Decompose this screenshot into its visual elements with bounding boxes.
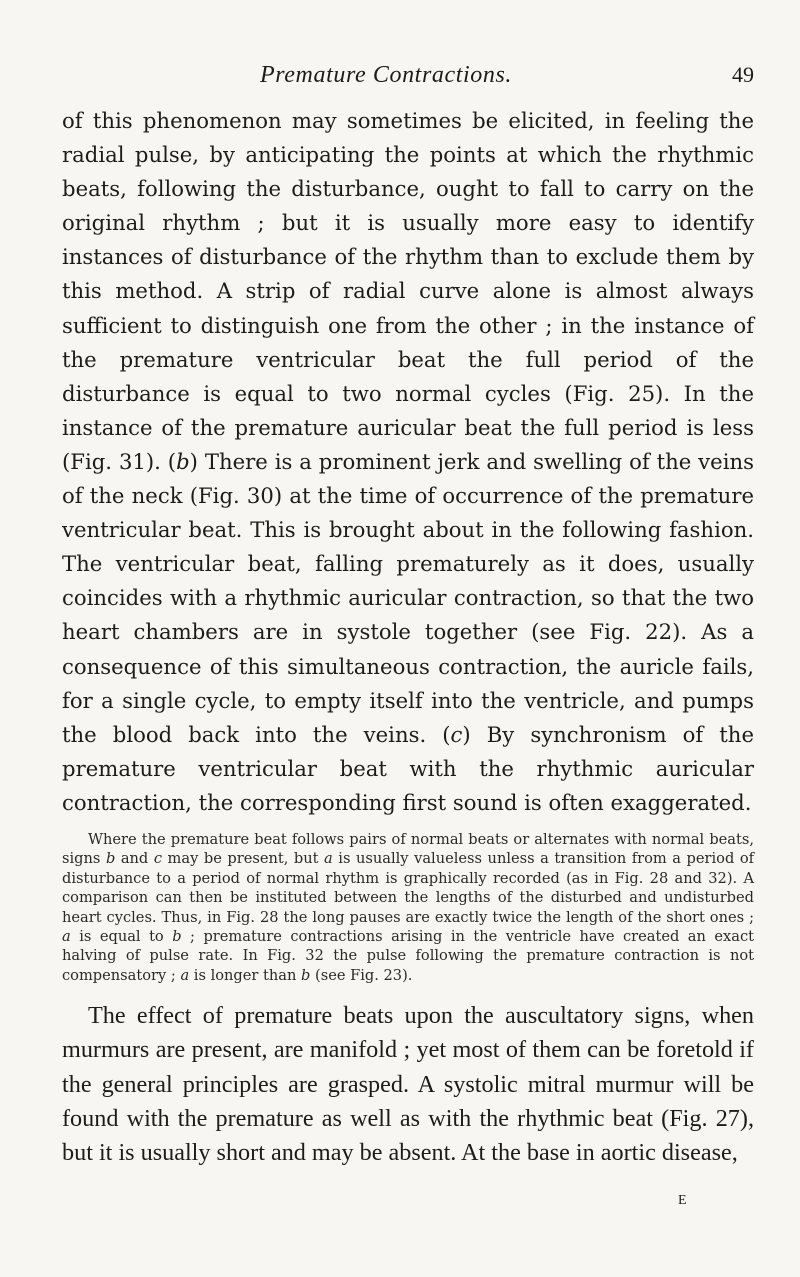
page-number: 49 xyxy=(732,62,754,87)
note-text: is longer than xyxy=(189,966,302,984)
running-head xyxy=(62,60,754,104)
paragraph-main-text-2: ) There is a prominent jerk and swelling of the veins of the neck (Fig. 30) at the time of occurrence of the premature ventricular beat. This is brought about in the following fashion. The ventricular beat, falling prematurely as it does, usually coincides with a rhythmic auricular contraction, so that the two heart chambers are in systole together (see Fig. 22). As a consequence of this simultaneous contraction, the auricle fails, for a single cycle, to empty itself into the ventricle, and pumps the blood back into the veins. ( xyxy=(62,448,754,747)
note-italic-letter: a xyxy=(180,966,190,984)
note-text: ; premature contractions arising in the ventricle have created an exact halving of pulse rate. In Fig. 32 the pulse following the premature contraction is not compensatory ; xyxy=(62,928,754,984)
paragraph-main-text-3: ) By synchronism of the premature ventricular beat with the rhythmic auricular contraction, the corresponding first sound is often exaggerated. xyxy=(62,721,754,815)
note-italic-letter: b xyxy=(105,850,116,868)
marker-b: b xyxy=(176,448,190,474)
paragraph-auscultatory: The effect of premature beats upon the auscultatory signs, when murmurs are present, are manifold ; yet most of them can be foretold if the general principles are grasped. A systolic mitral murmur will be found with the premature as well as with the rhythmic beat (Fig. 27), but it is usually short and may be absent. At the base in aortic disease, xyxy=(62,1002,754,1167)
note-italic-letter: b xyxy=(172,928,182,945)
note-italic-letter: a xyxy=(62,928,71,945)
paragraph-main-text-1: of this phenomenon may sometimes be elicited, in feeling the radial pulse, by anticipating the points at which the rhythmic beats, following the disturbance, ought to fall to carry on the original rhythm ; but it is usually more easy to identify instances of disturbance of the rhythm than to exclude them by this method. A strip of radial curve alone is almost always sufficient to distinguish one from the other ; in the instance of the premature ventricular beat the full period of the disturbance is equal to two normal cycles (Fig. 25). In the instance of the premature auricular beat the full period is less (Fig. 31). ( xyxy=(62,108,754,474)
note-italic-letter: b xyxy=(301,966,311,984)
small-print-note xyxy=(62,830,754,985)
running-title: Premature Contractions. xyxy=(260,62,513,88)
note-text: (see Fig. 23). xyxy=(310,966,413,984)
note-text: and xyxy=(115,850,154,868)
note-text: is usually valueless unless a transition from a period of disturbance to a period of normal rhythm is graphically recorded (as in Fig. 28 and 32). A comparison can then be instituted between the lengths of the disturbed and undisturbed heart cycles. Thus, in Fig. 28 the long pauses are exactly twice the length of the short ones ; xyxy=(62,850,755,926)
note-italic-letter: c xyxy=(153,850,162,868)
paragraph-main xyxy=(62,104,754,820)
marker-c: c xyxy=(450,721,463,747)
book-page xyxy=(62,60,754,1170)
note-text: is equal to xyxy=(70,928,173,945)
note-text: Where the premature beat follows pairs of normal beats or alternates with normal beats, signs xyxy=(62,830,754,868)
note-italic-letter: a xyxy=(324,850,333,868)
note-text: may be present, but xyxy=(162,850,325,868)
signature-mark: E xyxy=(678,1193,688,1208)
